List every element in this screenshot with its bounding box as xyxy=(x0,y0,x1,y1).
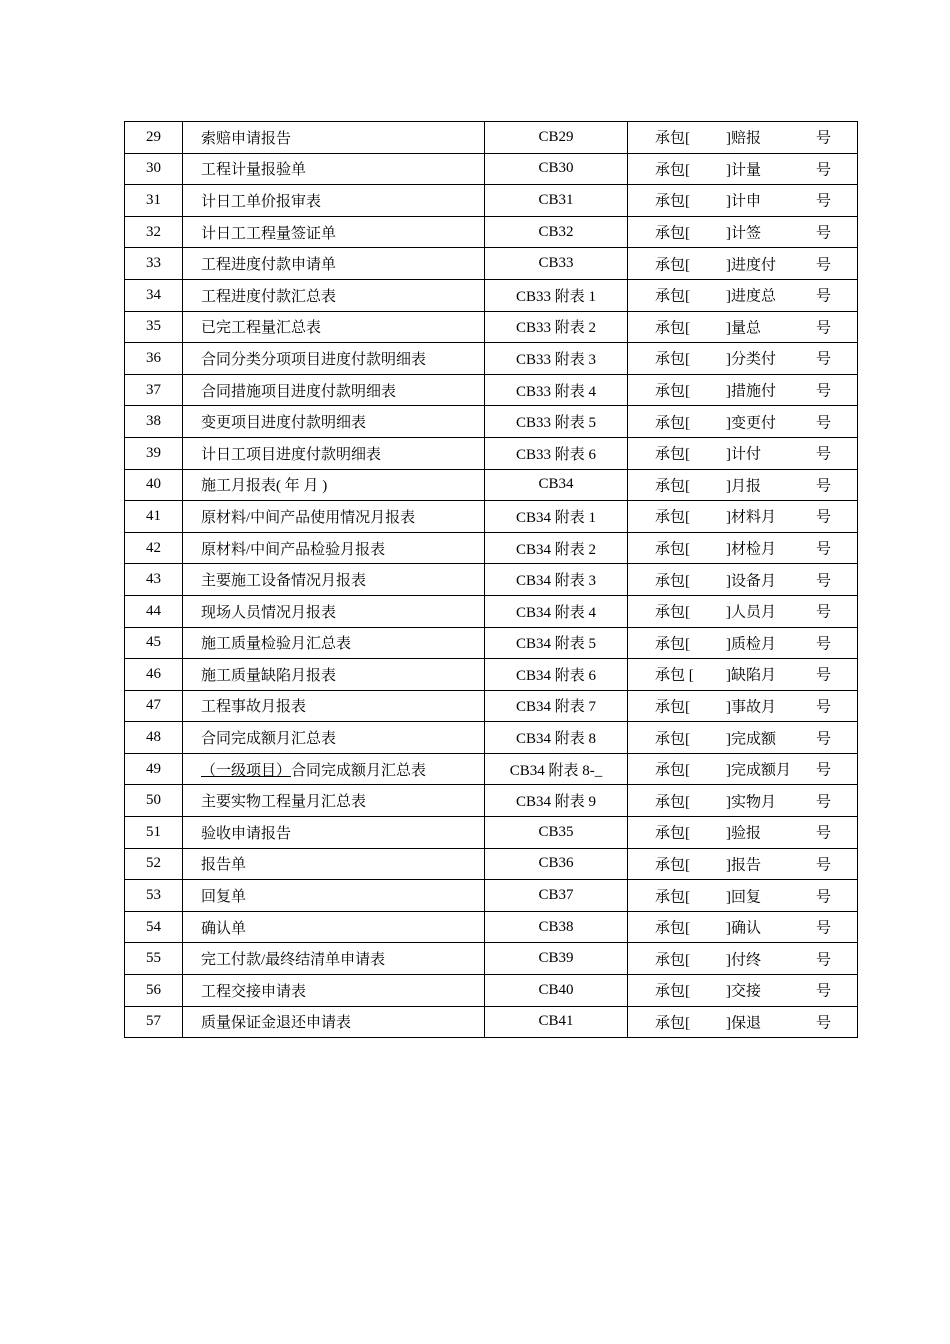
row-number: 44 xyxy=(125,595,183,627)
serial-prefix: 承包[ xyxy=(655,225,690,242)
form-code: CB37 xyxy=(485,880,628,912)
serial-abbrev: ]进度总 xyxy=(726,288,776,305)
serial-number-template xyxy=(628,311,858,343)
serial-suffix: 号 xyxy=(816,383,832,400)
serial-number-template xyxy=(628,595,858,627)
serial-suffix: 号 xyxy=(816,699,832,716)
serial-prefix: 承包[ xyxy=(655,857,690,874)
serial-suffix: 号 xyxy=(816,130,832,147)
serial-prefix: 承包[ xyxy=(655,1015,690,1032)
serial-number-template xyxy=(628,943,858,975)
serial-prefix: 承包[ xyxy=(655,604,690,621)
serial-prefix: 承包[ xyxy=(655,699,690,716)
serial-abbrev: ]量总 xyxy=(726,320,761,337)
row-number: 46 xyxy=(125,659,183,691)
serial-suffix: 号 xyxy=(816,573,832,590)
serial-abbrev: ]完成额月 xyxy=(726,762,791,779)
form-name-text: 索赔申请报告 xyxy=(201,130,292,147)
table-row xyxy=(125,279,858,311)
form-name xyxy=(183,880,485,912)
serial-number-template xyxy=(628,564,858,596)
form-name-text: 确认单 xyxy=(201,920,247,937)
serial-number-template xyxy=(628,532,858,564)
form-code: CB34 附表 5 xyxy=(485,627,628,659)
serial-prefix: 承包[ xyxy=(655,130,690,147)
row-number: 51 xyxy=(125,817,183,849)
form-name-text: 原材料/中间产品使用情况月报表 xyxy=(201,509,416,526)
row-number: 57 xyxy=(125,1006,183,1038)
forms-table-body xyxy=(125,122,858,1038)
serial-abbrev: ]分类付 xyxy=(726,351,776,368)
form-name-text: 原材料/中间产品检验月报表 xyxy=(201,541,386,558)
serial-abbrev: ]计付 xyxy=(726,446,761,463)
form-name xyxy=(183,343,485,375)
row-number: 49 xyxy=(125,753,183,785)
serial-abbrev: ]确认 xyxy=(726,920,761,937)
serial-suffix: 号 xyxy=(816,857,832,874)
serial-prefix: 承包[ xyxy=(655,731,690,748)
serial-suffix: 号 xyxy=(816,1015,832,1032)
serial-number-template xyxy=(628,122,858,154)
serial-number-template xyxy=(628,753,858,785)
serial-prefix: 承包[ xyxy=(655,351,690,368)
row-number: 39 xyxy=(125,437,183,469)
row-number: 56 xyxy=(125,975,183,1007)
form-code: CB33 xyxy=(485,248,628,280)
form-name xyxy=(183,311,485,343)
serial-abbrev: ]保退 xyxy=(726,1015,761,1032)
form-code: CB40 xyxy=(485,975,628,1007)
serial-suffix: 号 xyxy=(816,920,832,937)
table-row xyxy=(125,248,858,280)
form-name-text: 计日工项目进度付款明细表 xyxy=(201,446,382,463)
form-code: CB31 xyxy=(485,185,628,217)
row-number: 54 xyxy=(125,911,183,943)
form-name xyxy=(183,1006,485,1038)
table-row xyxy=(125,722,858,754)
serial-suffix: 号 xyxy=(816,667,832,684)
table-row xyxy=(125,216,858,248)
table-row xyxy=(125,564,858,596)
serial-suffix: 号 xyxy=(816,636,832,653)
serial-abbrev: ]交接 xyxy=(726,983,761,1000)
form-name xyxy=(183,627,485,659)
table-row xyxy=(125,469,858,501)
form-name-text: 合同分类分项项目进度付款明细表 xyxy=(201,351,427,368)
form-name xyxy=(183,469,485,501)
form-name xyxy=(183,248,485,280)
serial-number-template xyxy=(628,690,858,722)
form-name-text: 施工质量检验月汇总表 xyxy=(201,636,352,653)
serial-suffix: 号 xyxy=(816,415,832,432)
form-name xyxy=(183,817,485,849)
table-row xyxy=(125,817,858,849)
serial-prefix: 承包[ xyxy=(655,541,690,558)
form-name-text: 工程交接申请表 xyxy=(201,983,307,1000)
table-row xyxy=(125,153,858,185)
serial-number-template xyxy=(628,248,858,280)
serial-suffix: 号 xyxy=(816,225,832,242)
form-code: CB33 附表 3 xyxy=(485,343,628,375)
row-number: 42 xyxy=(125,532,183,564)
form-code: CB34 附表 2 xyxy=(485,532,628,564)
serial-prefix: 承包[ xyxy=(655,762,690,779)
form-name-text: 工程计量报验单 xyxy=(201,162,307,179)
row-number: 53 xyxy=(125,880,183,912)
form-name-text: 工程进度付款申请单 xyxy=(201,257,337,274)
serial-abbrev: ]完成额 xyxy=(726,731,776,748)
serial-abbrev: ]人员月 xyxy=(726,604,776,621)
table-row xyxy=(125,311,858,343)
table-row xyxy=(125,848,858,880)
serial-number-template xyxy=(628,279,858,311)
form-name xyxy=(183,943,485,975)
form-name xyxy=(183,659,485,691)
serial-abbrev: ]付终 xyxy=(726,952,761,969)
form-code: CB35 xyxy=(485,817,628,849)
serial-abbrev: ]缺陷月 xyxy=(726,667,776,684)
form-code: CB39 xyxy=(485,943,628,975)
table-row xyxy=(125,185,858,217)
form-name xyxy=(183,595,485,627)
table-row xyxy=(125,501,858,533)
serial-suffix: 号 xyxy=(816,889,832,906)
form-code: CB33 附表 4 xyxy=(485,374,628,406)
form-name xyxy=(183,564,485,596)
table-row xyxy=(125,943,858,975)
serial-suffix: 号 xyxy=(816,446,832,463)
row-number: 55 xyxy=(125,943,183,975)
serial-prefix: 承包[ xyxy=(655,636,690,653)
form-code: CB33 附表 2 xyxy=(485,311,628,343)
form-name-text: 已完工程量汇总表 xyxy=(201,320,322,337)
serial-abbrev: ]进度付 xyxy=(726,257,776,274)
serial-number-template xyxy=(628,343,858,375)
serial-number-template xyxy=(628,817,858,849)
serial-number-template xyxy=(628,501,858,533)
form-name xyxy=(183,690,485,722)
form-name-text: 合同完成额月汇总表 xyxy=(201,731,337,748)
table-row xyxy=(125,595,858,627)
form-name xyxy=(183,185,485,217)
serial-number-template xyxy=(628,374,858,406)
serial-number-template xyxy=(628,975,858,1007)
serial-prefix: 承包[ xyxy=(655,825,690,842)
table-row xyxy=(125,406,858,438)
serial-suffix: 号 xyxy=(816,509,832,526)
table-row xyxy=(125,532,858,564)
form-code: CB29 xyxy=(485,122,628,154)
serial-number-template xyxy=(628,627,858,659)
form-code: CB34 附表 1 xyxy=(485,501,628,533)
form-code: CB32 xyxy=(485,216,628,248)
form-name xyxy=(183,848,485,880)
serial-prefix: 承包[ xyxy=(655,320,690,337)
form-name xyxy=(183,532,485,564)
serial-prefix: 承包[ xyxy=(655,952,690,969)
row-number: 35 xyxy=(125,311,183,343)
form-code: CB34 附表 3 xyxy=(485,564,628,596)
table-row xyxy=(125,627,858,659)
form-code: CB34 附表 4 xyxy=(485,595,628,627)
serial-suffix: 号 xyxy=(816,794,832,811)
table-row xyxy=(125,659,858,691)
row-number: 36 xyxy=(125,343,183,375)
table-row xyxy=(125,690,858,722)
form-name-text: 计日工单价报审表 xyxy=(201,193,322,210)
serial-number-template xyxy=(628,911,858,943)
serial-number-template xyxy=(628,216,858,248)
table-row xyxy=(125,785,858,817)
form-name-text: 报告单 xyxy=(201,857,247,874)
table-row xyxy=(125,753,858,785)
serial-abbrev: ]赔报 xyxy=(726,130,761,147)
form-name-prefix: （一级项目） xyxy=(201,762,292,779)
form-code: CB36 xyxy=(485,848,628,880)
row-number: 48 xyxy=(125,722,183,754)
serial-abbrev: ]变更付 xyxy=(726,415,776,432)
table-row xyxy=(125,374,858,406)
serial-suffix: 号 xyxy=(816,952,832,969)
form-name xyxy=(183,122,485,154)
form-name xyxy=(183,406,485,438)
serial-prefix: 承包[ xyxy=(655,383,690,400)
serial-abbrev: ]验报 xyxy=(726,825,761,842)
form-code: CB30 xyxy=(485,153,628,185)
serial-prefix: 承包[ xyxy=(655,415,690,432)
form-name xyxy=(183,975,485,1007)
serial-prefix: 承包[ xyxy=(655,573,690,590)
row-number: 37 xyxy=(125,374,183,406)
row-number: 30 xyxy=(125,153,183,185)
serial-number-template xyxy=(628,880,858,912)
form-name xyxy=(183,279,485,311)
serial-prefix: 承包[ xyxy=(655,794,690,811)
serial-number-template xyxy=(628,722,858,754)
serial-abbrev: ]报告 xyxy=(726,857,761,874)
serial-number-template xyxy=(628,469,858,501)
form-name xyxy=(183,501,485,533)
table-row xyxy=(125,975,858,1007)
form-name xyxy=(183,753,485,785)
row-number: 43 xyxy=(125,564,183,596)
serial-prefix: 承包[ xyxy=(655,257,690,274)
table-row xyxy=(125,880,858,912)
serial-abbrev: ]设备月 xyxy=(726,573,776,590)
row-number: 47 xyxy=(125,690,183,722)
form-code: CB33 附表 6 xyxy=(485,437,628,469)
row-number: 50 xyxy=(125,785,183,817)
serial-suffix: 号 xyxy=(816,541,832,558)
form-name xyxy=(183,153,485,185)
serial-prefix: 承包[ xyxy=(655,446,690,463)
form-code: CB41 xyxy=(485,1006,628,1038)
serial-suffix: 号 xyxy=(816,193,832,210)
serial-abbrev: ]事故月 xyxy=(726,699,776,716)
form-name xyxy=(183,785,485,817)
serial-prefix: 承包[ xyxy=(655,920,690,937)
form-name-text: 工程进度付款汇总表 xyxy=(201,288,337,305)
serial-prefix: 承包[ xyxy=(655,889,690,906)
serial-number-template xyxy=(628,659,858,691)
form-name-text: 完工付款/最终结清单申请表 xyxy=(201,952,386,969)
serial-suffix: 号 xyxy=(816,731,832,748)
serial-suffix: 号 xyxy=(816,288,832,305)
table-row xyxy=(125,122,858,154)
form-name-text: 工程事故月报表 xyxy=(201,699,307,716)
form-name xyxy=(183,722,485,754)
form-code: CB34 xyxy=(485,469,628,501)
row-number: 38 xyxy=(125,406,183,438)
form-name-text: 施工质量缺陷月报表 xyxy=(201,667,337,684)
form-name-text: 回复单 xyxy=(201,889,247,906)
row-number: 33 xyxy=(125,248,183,280)
serial-suffix: 号 xyxy=(816,604,832,621)
form-code: CB33 附表 5 xyxy=(485,406,628,438)
table-row xyxy=(125,1006,858,1038)
form-name-text: 主要实物工程量月汇总表 xyxy=(201,794,367,811)
form-code: CB33 附表 1 xyxy=(485,279,628,311)
form-name xyxy=(183,374,485,406)
form-name xyxy=(183,911,485,943)
serial-abbrev: ]质检月 xyxy=(726,636,776,653)
serial-prefix: 承包[ xyxy=(655,983,690,1000)
serial-suffix: 号 xyxy=(816,351,832,368)
serial-number-template xyxy=(628,785,858,817)
row-number: 40 xyxy=(125,469,183,501)
table-row xyxy=(125,437,858,469)
row-number: 32 xyxy=(125,216,183,248)
serial-number-template xyxy=(628,153,858,185)
row-number: 31 xyxy=(125,185,183,217)
row-number: 45 xyxy=(125,627,183,659)
serial-abbrev: ]材料月 xyxy=(726,509,776,526)
form-name xyxy=(183,216,485,248)
serial-suffix: 号 xyxy=(816,257,832,274)
form-code: CB34 附表 7 xyxy=(485,690,628,722)
serial-abbrev: ]计申 xyxy=(726,193,761,210)
row-number: 41 xyxy=(125,501,183,533)
form-name-text: 合同措施项目进度付款明细表 xyxy=(201,383,397,400)
form-name-text: 现场人员情况月报表 xyxy=(201,604,337,621)
serial-number-template xyxy=(628,1006,858,1038)
serial-suffix: 号 xyxy=(816,825,832,842)
serial-abbrev: ]实物月 xyxy=(726,794,776,811)
serial-prefix: 承包[ xyxy=(655,288,690,305)
serial-prefix: 承包[ xyxy=(655,193,690,210)
serial-abbrev: ]材检月 xyxy=(726,541,776,558)
serial-number-template xyxy=(628,848,858,880)
serial-prefix: 承包[ xyxy=(655,478,690,495)
serial-suffix: 号 xyxy=(816,762,832,779)
form-name-text: 质量保证金退还申请表 xyxy=(201,1015,352,1032)
row-number: 52 xyxy=(125,848,183,880)
serial-abbrev: ]计签 xyxy=(726,225,761,242)
serial-number-template xyxy=(628,437,858,469)
form-name-text: 施工月报表( 年 月 ) xyxy=(201,478,328,495)
row-number: 29 xyxy=(125,122,183,154)
form-name-text: 变更项目进度付款明细表 xyxy=(201,415,367,432)
serial-suffix: 号 xyxy=(816,162,832,179)
serial-number-template xyxy=(628,406,858,438)
forms-table xyxy=(124,121,858,1038)
serial-suffix: 号 xyxy=(816,983,832,1000)
serial-abbrev: ]回复 xyxy=(726,889,761,906)
serial-suffix: 号 xyxy=(816,320,832,337)
form-code: CB38 xyxy=(485,911,628,943)
serial-abbrev: ]计量 xyxy=(726,162,761,179)
form-name xyxy=(183,437,485,469)
serial-prefix: 承包[ xyxy=(655,509,690,526)
serial-prefix: 承包 [ xyxy=(655,667,694,684)
form-code: CB34 附表 8 xyxy=(485,722,628,754)
serial-prefix: 承包[ xyxy=(655,162,690,179)
serial-suffix: 号 xyxy=(816,478,832,495)
form-code: CB34 附表 9 xyxy=(485,785,628,817)
form-code: CB34 附表 8-_ xyxy=(485,753,628,785)
table-row xyxy=(125,343,858,375)
form-name-text: 计日工工程量签证单 xyxy=(201,225,337,242)
form-code: CB34 附表 6 xyxy=(485,659,628,691)
serial-abbrev: ]月报 xyxy=(726,478,761,495)
form-name-text: 验收申请报告 xyxy=(201,825,292,842)
serial-abbrev: ]措施付 xyxy=(726,383,776,400)
form-name-text: 主要施工设备情况月报表 xyxy=(201,573,367,590)
table-row xyxy=(125,911,858,943)
row-number: 34 xyxy=(125,279,183,311)
serial-number-template xyxy=(628,185,858,217)
form-name-text: 合同完成额月汇总表 xyxy=(291,762,427,779)
